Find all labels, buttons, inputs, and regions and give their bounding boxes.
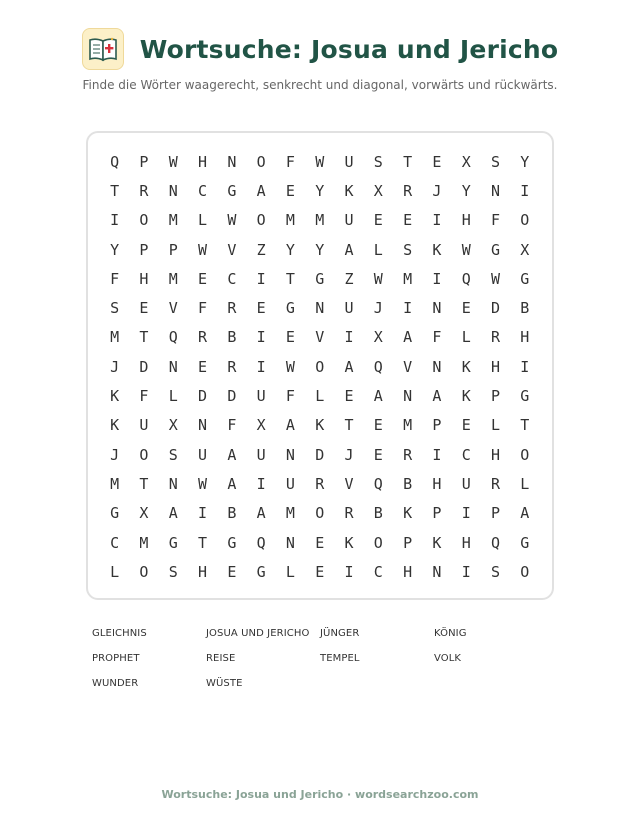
grid-cell: S <box>403 240 413 259</box>
grid-cell: D <box>490 299 501 318</box>
grid-cell: T <box>139 474 149 493</box>
grid-cell: B <box>227 328 237 347</box>
grid-cell: A <box>373 387 383 406</box>
grid-cell: L <box>110 562 120 581</box>
grid-cell: N <box>227 152 237 171</box>
grid-cell: M <box>315 211 325 230</box>
grid-cell: R <box>490 474 501 493</box>
grid-cell: D <box>315 445 325 464</box>
grid-cell: W <box>315 152 325 171</box>
grid-cell: P <box>432 416 442 435</box>
grid-cell: A <box>168 504 178 523</box>
grid-cell: V <box>168 299 178 318</box>
grid-cell: R <box>227 299 237 318</box>
grid-cell: C <box>373 562 383 581</box>
grid-cell: B <box>520 299 530 318</box>
grid-cell: Q <box>373 357 383 376</box>
grid-cell: U <box>344 152 354 171</box>
grid-cell: Z <box>344 269 354 288</box>
grid-cell: W <box>198 474 208 493</box>
grid-cell: W <box>490 269 501 288</box>
grid-cell: G <box>285 299 295 318</box>
grid-cell: I <box>344 562 354 581</box>
grid-cell: A <box>344 240 354 259</box>
grid-cell: G <box>315 269 325 288</box>
grid-cell: E <box>344 387 354 406</box>
grid-cell: N <box>403 387 413 406</box>
grid-cell: J <box>344 445 354 464</box>
grid-cell: U <box>256 387 266 406</box>
grid-cell: K <box>110 416 120 435</box>
grid-cell: Q <box>373 474 383 493</box>
grid-cell: V <box>227 240 237 259</box>
grid-cell: I <box>432 269 442 288</box>
grid-cell: O <box>139 211 149 230</box>
grid-cell: A <box>520 504 530 523</box>
word-item: PROPHET <box>92 653 140 664</box>
grid-cell: E <box>315 562 325 581</box>
grid-cell: S <box>490 152 501 171</box>
grid-cell: G <box>256 562 266 581</box>
grid-cell: B <box>373 504 383 523</box>
grid-cell: M <box>403 269 413 288</box>
grid-cell: N <box>432 299 442 318</box>
grid-cell: I <box>520 357 530 376</box>
grid-cell: E <box>256 299 266 318</box>
grid-cell: N <box>285 445 295 464</box>
footer: Wortsuche: Josua und Jericho · wordsearchzoo.com <box>161 788 479 801</box>
grid-cell: Y <box>315 240 325 259</box>
grid-cell: A <box>256 181 266 200</box>
grid-cell: C <box>227 269 237 288</box>
grid-cell: A <box>256 504 266 523</box>
grid-cell: N <box>168 474 178 493</box>
grid-cell: F <box>432 328 442 347</box>
grid-cell: R <box>198 328 208 347</box>
grid-cell: R <box>227 357 237 376</box>
grid-cell: R <box>344 504 354 523</box>
grid-cell: K <box>315 416 325 435</box>
grid-cell: O <box>373 533 383 552</box>
grid-cell: C <box>198 181 208 200</box>
grid-cell: H <box>520 328 530 347</box>
grid-cell: E <box>285 328 295 347</box>
grid-cell: D <box>198 387 208 406</box>
grid-cell: R <box>403 181 413 200</box>
grid-cell: I <box>256 357 266 376</box>
grid-cell: N <box>198 416 208 435</box>
grid-cell: E <box>461 299 471 318</box>
grid-cell: O <box>520 211 530 230</box>
grid-cell: E <box>315 533 325 552</box>
word-item: WUNDER <box>92 678 139 689</box>
grid-cell: S <box>110 299 120 318</box>
grid-cell: I <box>256 474 266 493</box>
grid-cell: O <box>315 357 325 376</box>
grid-cell: H <box>432 474 442 493</box>
grid-cell: R <box>139 181 149 200</box>
grid-cell: K <box>344 181 354 200</box>
grid-cell: H <box>198 152 208 171</box>
grid-cell: I <box>110 211 120 230</box>
grid-cell: P <box>432 504 442 523</box>
grid-cell: K <box>110 387 120 406</box>
grid-cell: F <box>285 152 295 171</box>
grid-cell: O <box>520 445 530 464</box>
grid-cell: P <box>490 504 501 523</box>
grid-cell: P <box>490 387 501 406</box>
grid-cell: D <box>139 357 149 376</box>
grid-cell: I <box>198 504 208 523</box>
grid-cell: E <box>403 211 413 230</box>
grid-cell: J <box>110 445 120 464</box>
grid-cell: I <box>403 299 413 318</box>
grid-cell: O <box>139 445 149 464</box>
word-item: REISE <box>206 653 236 664</box>
grid-cell: X <box>520 240 530 259</box>
word-item: VOLK <box>434 653 462 664</box>
grid-cell: O <box>139 562 149 581</box>
grid-cell: Y <box>461 181 471 200</box>
grid-cell: L <box>315 387 325 406</box>
grid-cell: E <box>432 152 442 171</box>
grid-cell: H <box>461 533 471 552</box>
grid-cell: N <box>490 181 501 200</box>
grid-cell: B <box>227 504 237 523</box>
grid-cell: E <box>373 416 383 435</box>
grid-cell: P <box>403 533 413 552</box>
grid-cell: O <box>256 211 266 230</box>
grid-cell: G <box>520 533 530 552</box>
grid-cell: J <box>110 357 120 376</box>
grid-cell: T <box>344 416 354 435</box>
grid-cell: S <box>373 152 383 171</box>
grid-cell: Q <box>168 328 178 347</box>
grid-cell: D <box>227 387 237 406</box>
grid-cell: N <box>432 562 442 581</box>
grid-cell: R <box>403 445 413 464</box>
grid-cell: J <box>432 181 442 200</box>
grid-cell: Y <box>110 240 120 259</box>
grid-cell: O <box>256 152 266 171</box>
grid-cell: U <box>139 416 149 435</box>
grid-cell: A <box>432 387 442 406</box>
word-item: TEMPEL <box>320 653 360 664</box>
grid-cell: A <box>344 357 354 376</box>
grid-cell: L <box>373 240 383 259</box>
grid-cell: I <box>432 211 442 230</box>
grid-cell: H <box>198 562 208 581</box>
grid-cell: M <box>403 416 413 435</box>
grid-cell: Y <box>285 240 295 259</box>
grid-cell: W <box>373 269 383 288</box>
grid-cell: I <box>461 562 471 581</box>
grid-cell: R <box>490 328 501 347</box>
grid-cell: H <box>403 562 413 581</box>
grid-cell: I <box>256 328 266 347</box>
grid-cell: W <box>227 211 237 230</box>
grid-cell: X <box>373 328 383 347</box>
grid-cell: W <box>461 240 471 259</box>
grid-cell: C <box>461 445 471 464</box>
grid-cell: G <box>227 533 237 552</box>
grid-cell: T <box>520 416 530 435</box>
grid-cell: F <box>110 269 120 288</box>
grid-cell: G <box>227 181 237 200</box>
grid-cell: V <box>315 328 325 347</box>
grid-cell: Q <box>256 533 266 552</box>
grid-cell: L <box>198 211 208 230</box>
grid-cell: E <box>373 211 383 230</box>
grid-cell: S <box>168 445 178 464</box>
grid-cell: E <box>139 299 149 318</box>
grid-cell: A <box>227 445 237 464</box>
word-item: JÜNGER <box>320 628 360 639</box>
grid-cell: I <box>520 181 530 200</box>
grid-cell: S <box>168 562 178 581</box>
grid-cell: H <box>461 211 471 230</box>
grid-cell: M <box>285 211 295 230</box>
grid-cell: T <box>198 533 208 552</box>
grid-cell: Q <box>461 269 471 288</box>
grid-cell: X <box>461 152 471 171</box>
grid-cell: X <box>139 504 149 523</box>
word-item: WÜSTE <box>206 678 243 689</box>
grid-cell: A <box>227 474 237 493</box>
grid-cell: H <box>490 445 501 464</box>
grid-cell: L <box>168 387 178 406</box>
grid-cell: F <box>198 299 208 318</box>
grid-cell: H <box>490 357 501 376</box>
grid-cell: Z <box>256 240 266 259</box>
grid-cell: L <box>285 562 295 581</box>
grid-cell: W <box>168 152 178 171</box>
grid-cell: G <box>110 504 120 523</box>
grid-cell: F <box>285 387 295 406</box>
header <box>0 28 640 70</box>
grid-cell: N <box>315 299 325 318</box>
grid-cell: S <box>490 562 501 581</box>
grid-cell: N <box>168 181 178 200</box>
grid-cell: M <box>168 211 178 230</box>
grid-cell: J <box>373 299 383 318</box>
grid-cell: U <box>256 445 266 464</box>
word-item: KÖNIG <box>434 628 467 639</box>
grid-cell: F <box>490 211 501 230</box>
grid-cell: E <box>285 181 295 200</box>
grid-cell: T <box>285 269 295 288</box>
grid-cell: L <box>490 416 501 435</box>
grid-cell: Q <box>110 152 120 171</box>
word-item: GLEICHNIS <box>92 628 147 639</box>
grid-cell: W <box>198 240 208 259</box>
grid-cell: T <box>110 181 120 200</box>
grid-cell: G <box>168 533 178 552</box>
grid-cell: V <box>344 474 354 493</box>
grid-cell: E <box>461 416 471 435</box>
grid-cell: K <box>344 533 354 552</box>
grid-cell: N <box>285 533 295 552</box>
grid-cell: Y <box>520 152 530 171</box>
grid-cell: B <box>403 474 413 493</box>
page-title: Wortsuche: Josua und Jericho <box>139 34 559 64</box>
grid-cell: P <box>168 240 178 259</box>
grid-cell: U <box>285 474 295 493</box>
grid-cell: N <box>168 357 178 376</box>
grid-cell: T <box>403 152 413 171</box>
grid-cell: K <box>432 533 442 552</box>
grid-cell: Y <box>315 181 325 200</box>
grid-cell: F <box>227 416 237 435</box>
bible-icon <box>82 28 124 70</box>
grid-cell: C <box>110 533 120 552</box>
grid-cell: X <box>373 181 383 200</box>
grid-cell: N <box>432 357 442 376</box>
grid-cell: I <box>432 445 442 464</box>
grid-cell: L <box>520 474 530 493</box>
grid-cell: K <box>461 387 471 406</box>
grid-cell: W <box>285 357 295 376</box>
grid-cell: I <box>256 269 266 288</box>
grid-cell: G <box>490 240 501 259</box>
grid-cell: K <box>461 357 471 376</box>
grid-cell: I <box>461 504 471 523</box>
grid-cell: M <box>285 504 295 523</box>
grid-cell: P <box>139 152 149 171</box>
grid-cell: A <box>403 328 413 347</box>
word-list <box>92 628 552 703</box>
grid-cell: M <box>168 269 178 288</box>
grid-cell: U <box>344 299 354 318</box>
word-item: JOSUA UND JERICHO <box>206 628 310 639</box>
grid-cell: U <box>461 474 471 493</box>
grid-cell: M <box>139 533 149 552</box>
grid-cell: K <box>403 504 413 523</box>
letter-grid <box>100 147 539 586</box>
grid-cell: E <box>227 562 237 581</box>
grid-cell: T <box>139 328 149 347</box>
grid-cell: G <box>520 387 530 406</box>
grid-cell: I <box>344 328 354 347</box>
grid-cell: F <box>139 387 149 406</box>
instructions: Finde die Wörter waagerecht, senkrecht und diagonal, vorwärts und rückwärts. <box>82 78 558 92</box>
grid-cell: M <box>110 328 120 347</box>
grid-cell: K <box>432 240 442 259</box>
grid-cell: L <box>461 328 471 347</box>
grid-cell: E <box>198 269 208 288</box>
grid-cell: V <box>403 357 413 376</box>
grid-cell: O <box>315 504 325 523</box>
grid-cell: R <box>315 474 325 493</box>
grid-cell: A <box>285 416 295 435</box>
grid-cell: M <box>110 474 120 493</box>
grid-cell: H <box>139 269 149 288</box>
grid-cell: G <box>520 269 530 288</box>
grid-cell: Q <box>490 533 501 552</box>
grid-cell: E <box>198 357 208 376</box>
grid-cell: X <box>256 416 266 435</box>
grid-cell: U <box>344 211 354 230</box>
grid-cell: O <box>520 562 530 581</box>
grid-cell: E <box>373 445 383 464</box>
grid-cell: X <box>168 416 178 435</box>
grid-cell: P <box>139 240 149 259</box>
grid-cell: U <box>198 445 208 464</box>
